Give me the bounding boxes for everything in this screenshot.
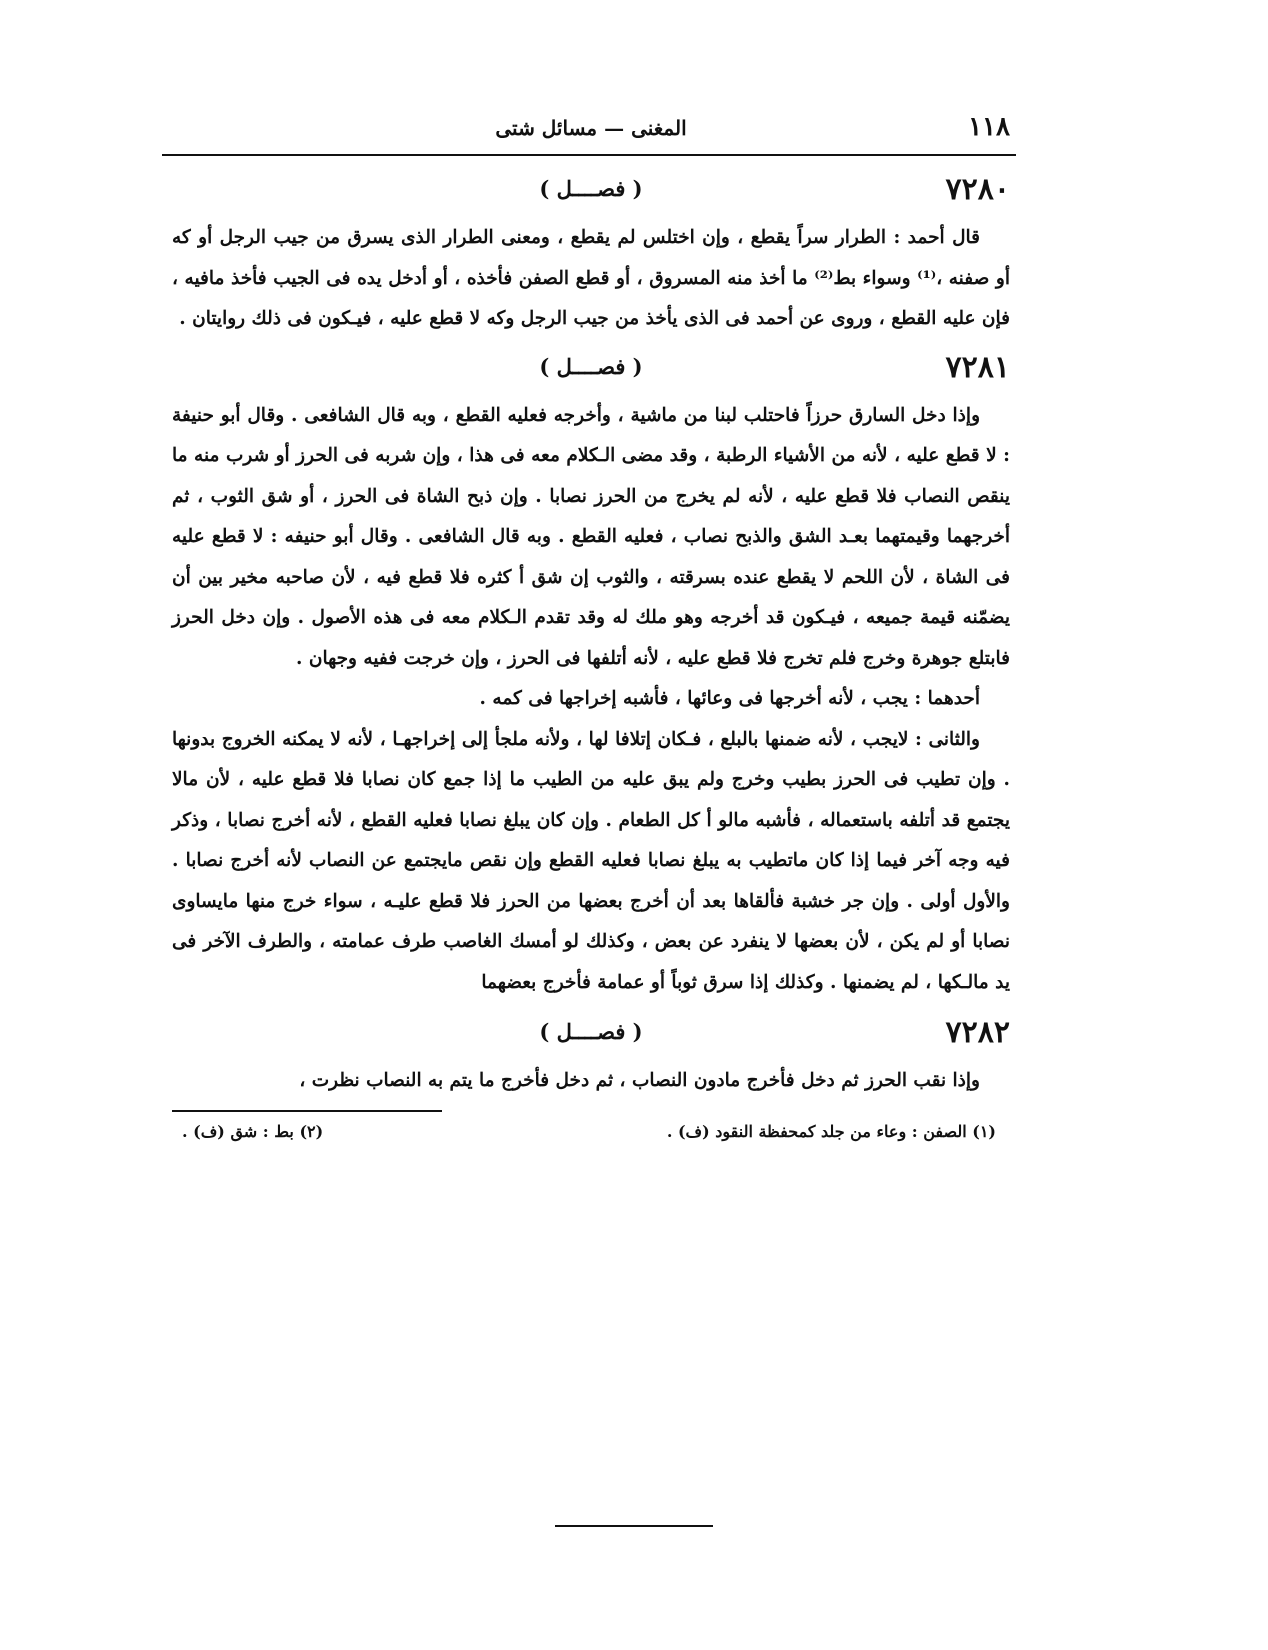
- footnote-1: (١) الصفن : وعاء من جلد كمحفظة النقود (ف) .: [666, 1121, 996, 1141]
- running-header: [172, 108, 1010, 148]
- section-title: ( فصــــل ): [539, 1019, 643, 1044]
- paragraph: وإذا دخل السارق حرزاً فاحتلب لبنا من ماشية ، وأخرجه فعليه القطع ، وبه قال الشافعى . وقال أبو حنيفة : لا قطع عليه ، لأنه من الأشياء الرطبة ، وقد مضى الـكلام معه فى هذا ، وإن شربه فى الحرز أو شرب منه ما ينقص النصاب فلا قطع عليه ، لأنه لم يخرج من الحرز نصابا . وإن ذبح الشاة فى الحرز ، أو شق الثوب ، ثم أخرجهما وقيمتهما بعـد الشق والذبح نصاب ، فعليه القطع . وبه قال الشافعى . وقال أبو حنيفه : لا قطع عليه فى الشاة ، لأن اللحم لا يقطع عنده بسرقته ، والثوب إن شق أ كثره فلا قطع فيه ، لأن صاحبه مخير بين أن يضمّنه قيمة جميعه ، فيـكون قد أخرجه وهو ملك له وقد تقدم الـكلام معه فى هذه الأصول . وإن دخل الحرز فابتلع جوهرة وخرج فلم تخرج فلا قطع عليه ، لأنه أتلفها فى الحرز ، وإن خرجت ففيه وجهان .: [172, 404, 1010, 669]
- paragraph: أحدهما : يجب ، لأنه أخرجها فى وعائها ، فأشبه إخراجها فى كمه .: [479, 688, 980, 709]
- section-number: ٧٢٨٠: [945, 172, 1010, 207]
- section-title: ( فصــــل ): [539, 353, 643, 379]
- section-heading: [172, 172, 1010, 218]
- book-page: [172, 108, 1010, 1608]
- section-heading: [172, 1015, 1010, 1061]
- paragraph: وإذا نقب الحرز ثم دخل فأخرج مادون النصاب ، ثم دخل فأخرج ما يتم به النصاب نظرت ،: [299, 1070, 980, 1091]
- bottom-rule: [555, 1525, 713, 1527]
- section-heading: [172, 350, 1010, 396]
- section-title: ( فصــــل ): [539, 176, 643, 201]
- header-rule: [162, 154, 1016, 156]
- section-number: ٧٢٨١: [945, 349, 1010, 385]
- footnote-2: (٢) بط : شق (ف) .: [182, 1121, 324, 1141]
- paragraph: والثانى : لايجب ، لأنه ضمنها بالبلع ، فـكان إتلافا لها ، ولأنه ملجأ إلى إخراجهـا ، لأنه لا يمكنه الخروج بدونها . وإن تطيب فى الحرز بطيب وخرج ولم يبق عليه من الطيب ما إذا جمع كان نصابا فلا قطع عليه ، لأن مالا يجتمع قد أتلفه باستعماله ، فأشبه مالو أ كل الطعام . وإن كان يبلغ نصابا فعليه القطع ، لأنه أخرج نصابا ، وذكر فيه وجه آخر فيما إذا كان ماتطيب به يبلغ نصابا فعليه القطع وإن نقص مايجتمع عن النصاب لأنه أخرج نصابا . والأول أولى . وإن جر خشبة فألقاها بعد أن أخرج بعضها من الحرز فلا قطع عليـه ، سواء خرج منها مايساوى نصابا أو لم يكن ، لأن بعضها لا ينفرد عن بعض ، وكذلك لو أمسك الغاصب طرف عمامته ، والطرف الآخر فى يد مالـكها ، لم يضمنها . وكذلك إذا سرق ثوباً أو عمامة فأخرج بعضهما: [172, 728, 1010, 993]
- section-number: ٧٢٨٢: [945, 1015, 1010, 1050]
- running-title: المغنى — مسائل شتى: [495, 116, 687, 140]
- page-number: ١١٨: [968, 112, 1010, 142]
- footnotes: [172, 1112, 1010, 1152]
- paragraph: قال أحمد : الطرار سراً يقطع ، وإن اختلس لم يقطع ، ومعنى الطرار الذى يسرق من جيب الرجل أو كه أو صفنه ،⁽¹⁾ وسواء بط⁽²⁾ ما أخذ منه المسروق ، أو قطع الصفن فأخذه ، أو أدخل يده فى الجيب فأخذ مافيه ، فإن عليه القطع ، وروى عن أحمد فى الذى يأخذ من جيب الرجل وكه لا قطع عليه ، فيـكون فى ذلك روايتان .: [172, 227, 1010, 329]
